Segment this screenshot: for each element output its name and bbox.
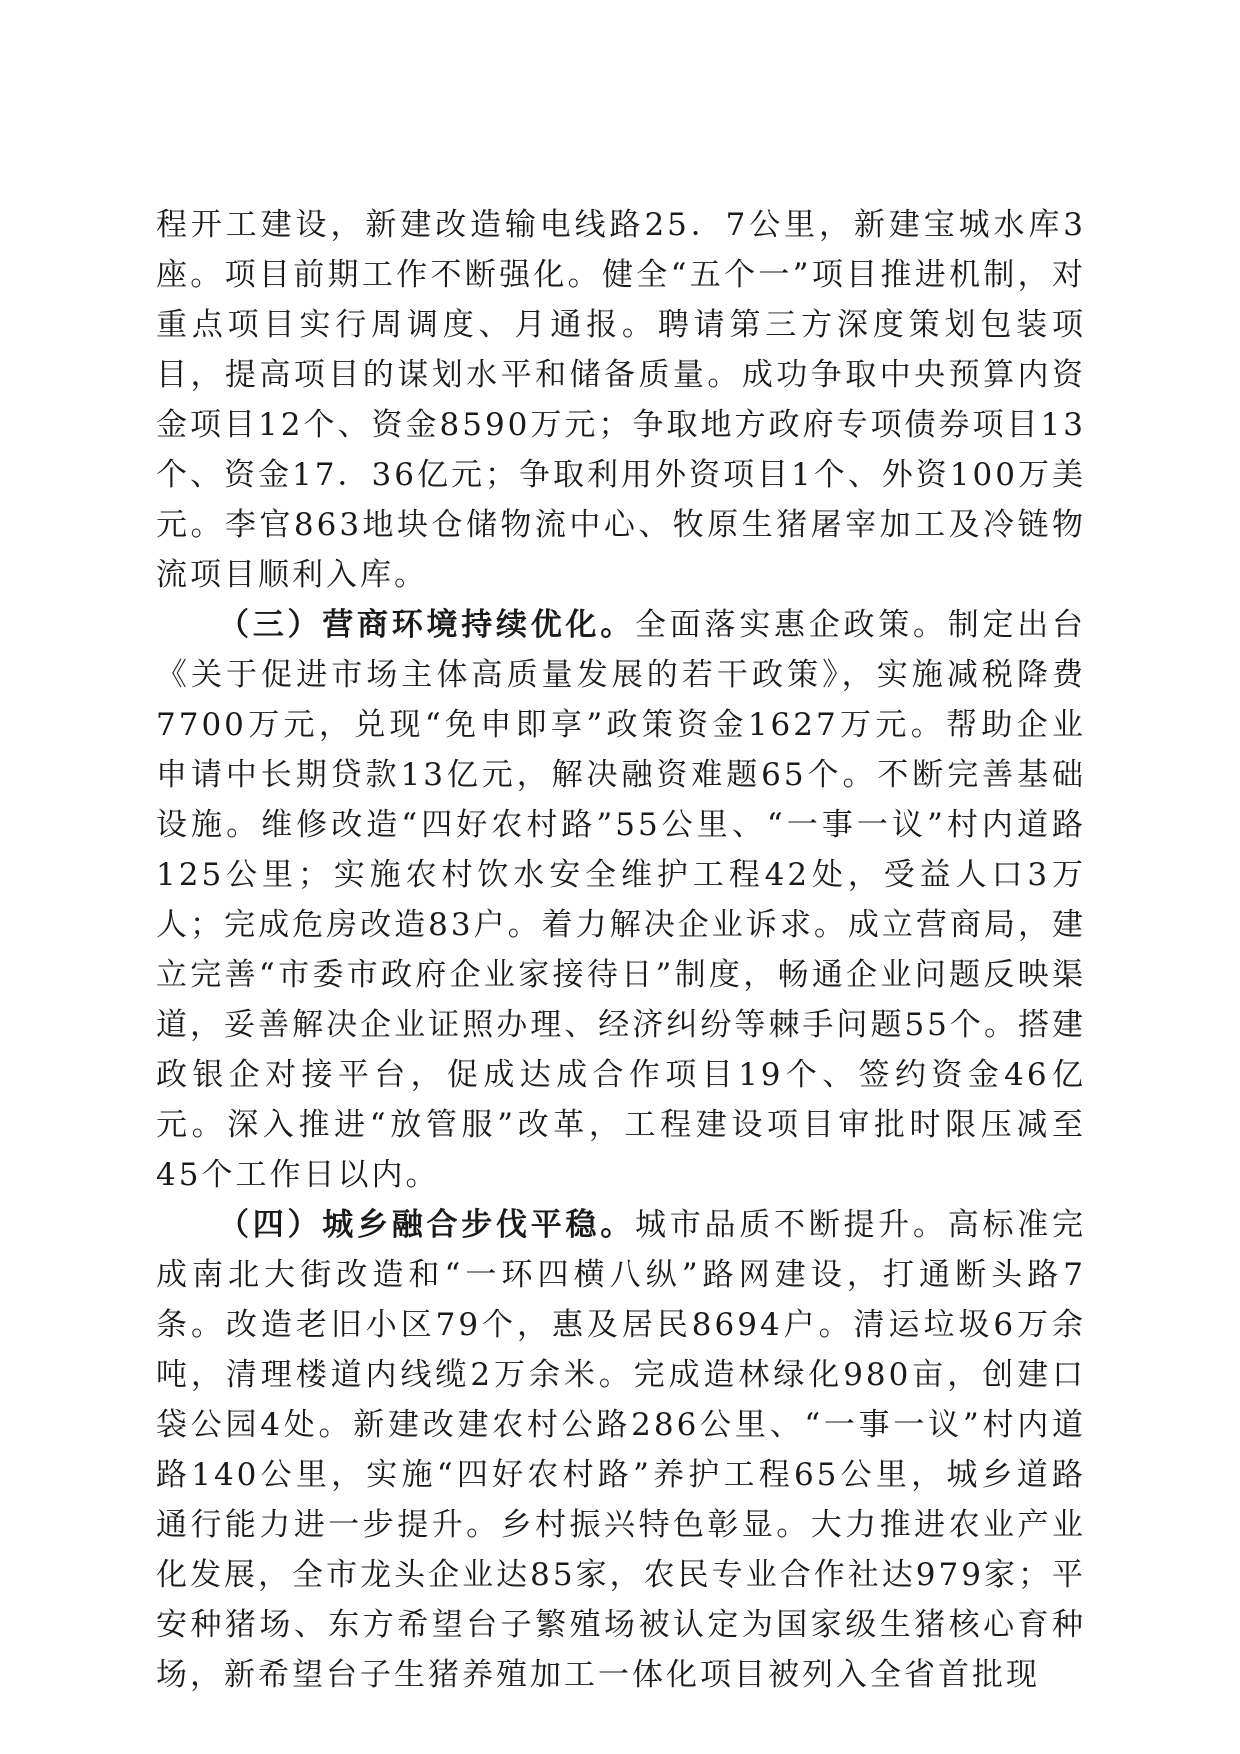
paragraph-urban-rural-integration — [156, 1200, 1086, 1700]
paragraph-business-environment — [156, 600, 1086, 1200]
document-body — [156, 200, 1086, 1700]
section-heading-business-environment: （三）营商环境持续优化。 — [218, 607, 635, 643]
section-heading-urban-rural-integration: （四）城乡融合步伐平稳。 — [218, 1207, 635, 1243]
paragraph-text: 程开工建设，新建改造输电线路25．7公里，新建宝城水库3座。项目前期工作不断强化。健全“五个一”项目推进机制，对重点项目实行周调度、月通报。聘请第三方深度策划包装项目，提高项目的谋划水平和储备质量。成功争取中央预算内资金项目12个、资金8590万元；争取地方政府专项债券项目13个、资金17．36亿元；争取利用外资项目1个、外资100万美元。李官863地块仓储物流中心、牧原生猪屠宰加工及冷链物流项目顺利入库。 — [156, 207, 1086, 593]
paragraph-project-continuation — [156, 200, 1086, 600]
paragraph-text: 全面落实惠企政策。制定出台《关于促进市场主体高质量发展的若干政策》，实施减税降费7700万元，兑现“免申即享”政策资金1627万元。帮助企业申请中长期贷款13亿元，解决融资难题65个。不断完善基础设施。维修改造“四好农村路”55公里、“一事一议”村内道路125公里；实施农村饮水安全维护工程42处，受益人口3万人；完成危房改造83户。着力解决企业诉求。成立营商局，建立完善“市委市政府企业家接待日”制度，畅通企业问题反映渠道，妥善解决企业证照办理、经济纠纷等棘手问题55个。搭建政银企对接平台，促成达成合作项目19个、签约资金46亿元。深入推进“放管服”改革，工程建设项目审批时限压减至45个工作日以内。 — [156, 607, 1086, 1193]
paragraph-text: 城市品质不断提升。高标准完成南北大街改造和“一环四横八纵”路网建设，打通断头路7条。改造老旧小区79个，惠及居民8694户。清运垃圾6万余吨，清理楼道内线缆2万余米。完成造林绿化980亩，创建口袋公园4处。新建改建农村公路286公里、“一事一议”村内道路140公里，实施“四好农村路”养护工程65公里，城乡道路通行能力进一步提升。乡村振兴特色彰显。大力推进农业产业化发展，全市龙头企业达85家，农民专业合作社达979家；平安种猪场、东方希望台子繁殖场被认定为国家级生猪核心育种场，新希望台子生猪养殖加工一体化项目被列入全省首批现 — [156, 1207, 1086, 1693]
